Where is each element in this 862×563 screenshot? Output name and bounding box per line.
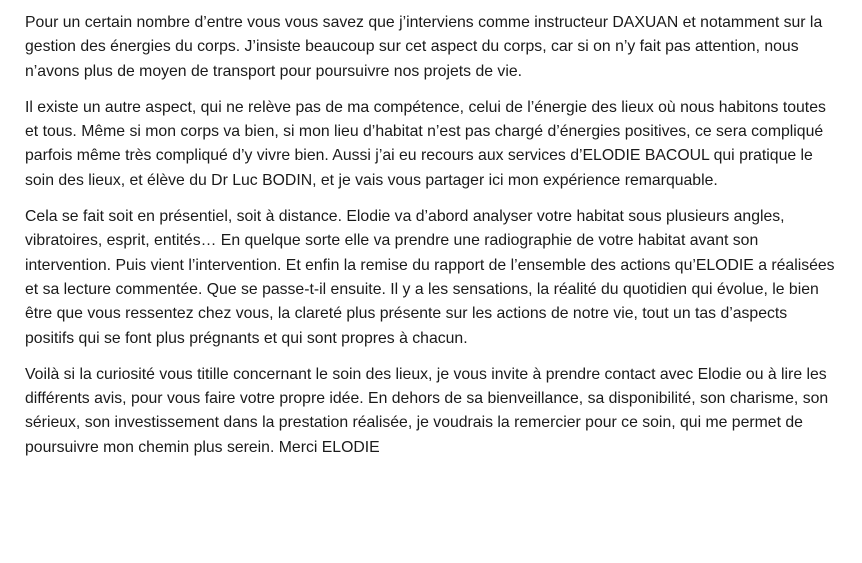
testimonial-document [25, 11, 837, 472]
paragraph-conclusion: Voilà si la curiosité vous titille concernant le soin des lieux, je vous invite à prendre contact avec Elodie ou à lire les différents avis, pour vous faire votre propre idée. En dehors de sa bienveillance, sa disponibilité, son charisme, son sérieux, son investissement dans la prestation réalisée, je voudrais la remercier pour ce soin, qui me permet de poursuivre mon chemin plus serein. Merci ELODIE [25, 365, 829, 456]
paragraph-energy-of-places: Il existe un autre aspect, qui ne relève pas de ma compétence, celui de l’énergie des lieux où nous habitons toutes et tous. Même si mon corps va bien, si mon lieu d’habitat n’est pas chargé d’énergies positives, ce sera compliqué parfois même très compliqué d’y vivre bien. Aussi j’ai eu recours aux services d’ELODIE BACOUL qui pratique le soin des lieux, et élève du Dr Luc BODIN, et je vais vous partager ici mon expérience remarquable. [25, 98, 826, 189]
paragraph-process: Cela se fait soit en présentiel, soit à distance. Elodie va d’abord analyser votre habitat sous plusieurs angles, vibratoires, esprit, entités… En quelque sorte elle va prendre une radiographie de votre habitat avant son intervention. Puis vient l’intervention. Et enfin la remise du rapport de l’ensemble des actions qu’ELODIE a réalisées et sa lecture commentée. Que se passe-t-il ensuite. Il y a les sensations, la réalité du quotidien qui évolue, le bien être que vous ressentez chez vous, la clareté plus présente sur les actions de notre vie, tout un tas d’aspects positifs qui se font plus prégnants et qui sont propres à chacun. [25, 208, 835, 347]
paragraph-intro: Pour un certain nombre d’entre vous vous savez que j’interviens comme instructeur DAXUAN et notamment sur la gestion des énergies du corps. J’insiste beaucoup sur cet aspect du corps, car si on n’y fait pas attention, nous n’avons plus de moyen de transport pour poursuivre nos projets de vie. [25, 14, 823, 80]
